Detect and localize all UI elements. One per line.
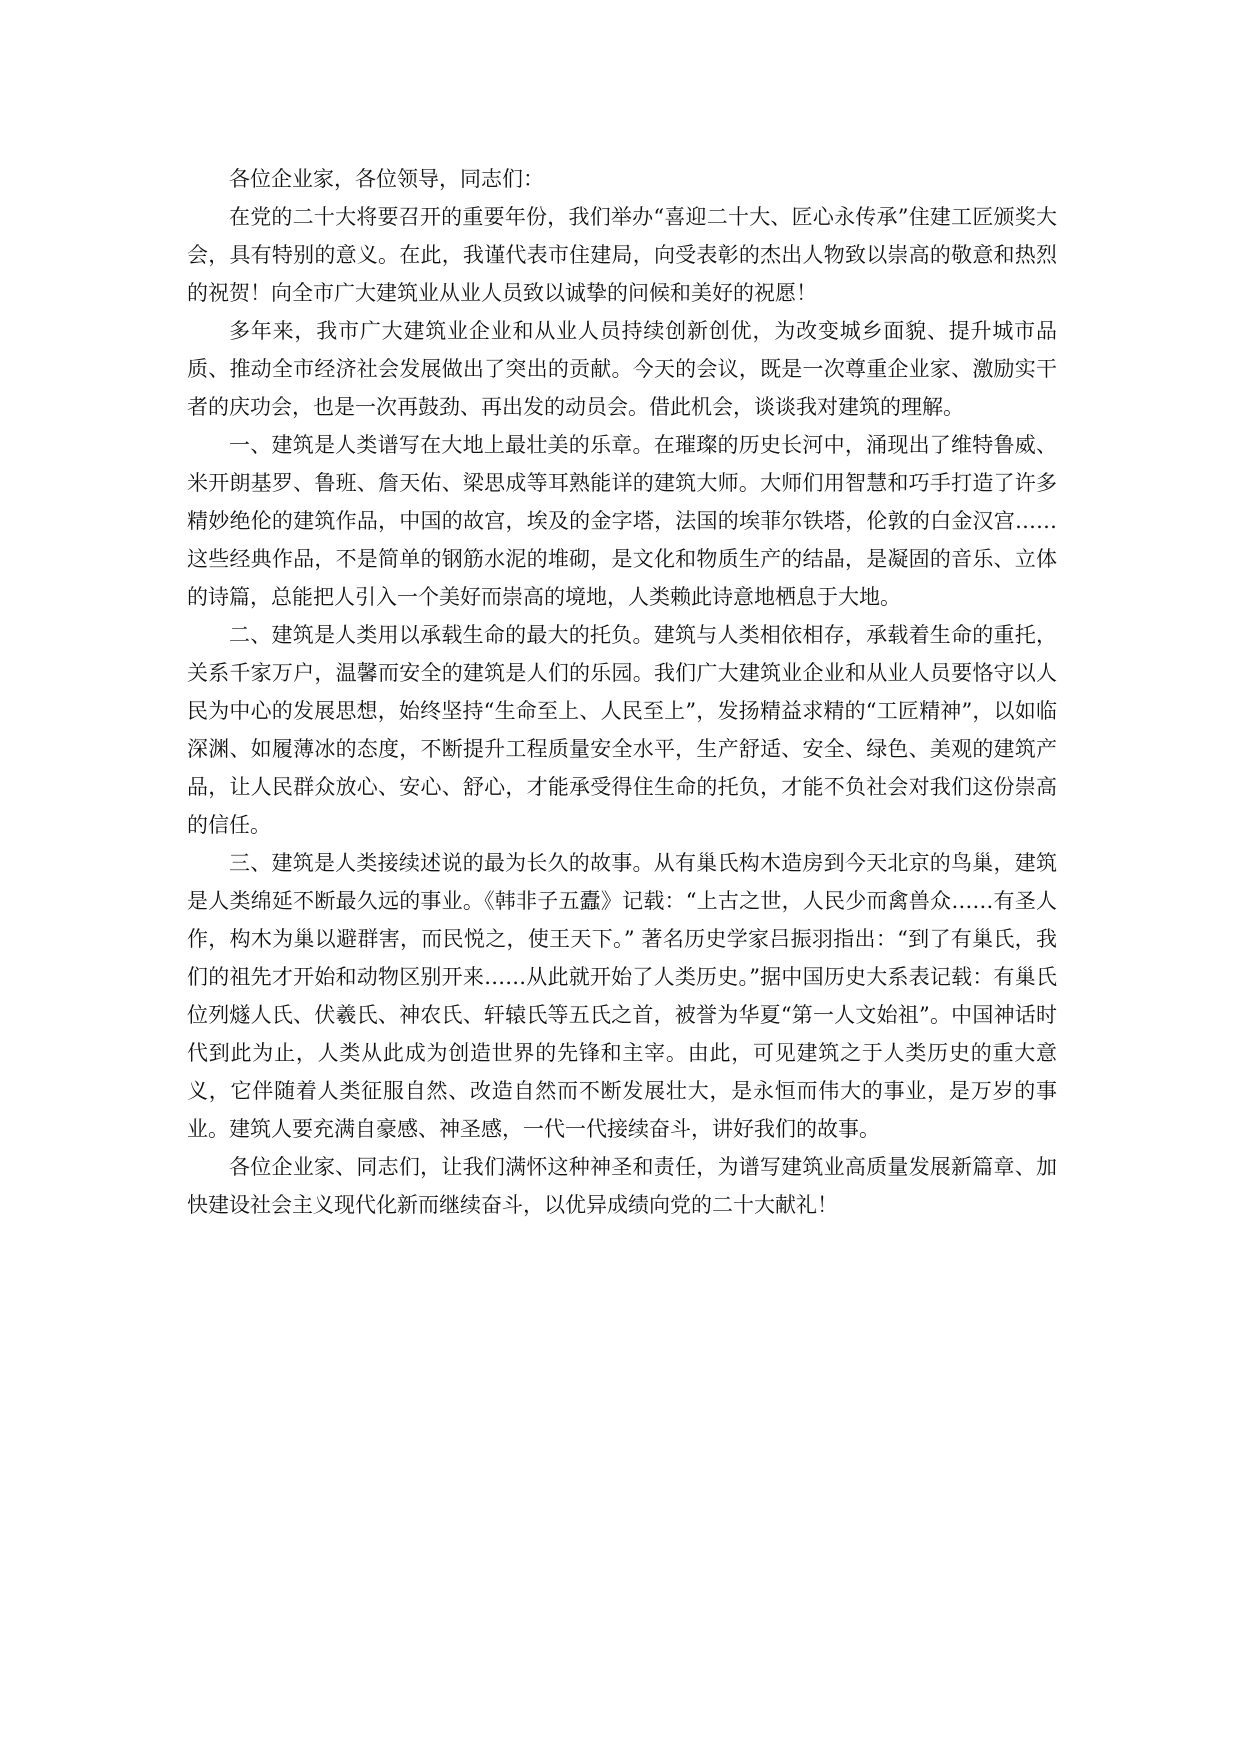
speech-body xyxy=(187,160,1057,1224)
paragraph-opening: 在党的二十大将要召开的重要年份，我们举办“喜迎二十大、匠心永传承”住建工匠颁奖大会，具有特别的意义。在此，我谨代表市住建局，向受表彰的杰出人物致以崇高的敬意和热烈的祝贺！向全市广大建筑业从业人员致以诚挚的问候和美好的祝愿！ xyxy=(187,205,1057,305)
paragraph-point-three: 三、建筑是人类接续述说的最为长久的故事。从有巢氏构木造房到今天北京的鸟巢，建筑是人类绵延不断最久远的事业。《韩非子五蠹》记载：“上古之世，人民少而禽兽众……有圣人作，构木为巢以避群害，而民悦之，使王天下。” 著名历史学家吕振羽指出：“到了有巢氏，我们的祖先才开始和动物区别开来……从此就开始了人类历史。”据中国历史大系表记载：有巢氏位列燧人氏、伏羲氏、神农氏、轩辕氏等五氏之首，被誉为华夏“第一人文始祖”。中国神话时代到此为止，人类从此成为创造世界的先锋和主宰。由此，可见建筑之于人类历史的重大意义，它伴随着人类征服自然、改造自然而不断发展壮大，是永恒而伟大的事业，是万岁的事业。建筑人要充满自豪感、神圣感，一代一代接续奋斗，讲好我们的故事。 xyxy=(187,851,1057,1141)
paragraph-closing: 各位企业家、同志们，让我们满怀这种神圣和责任，为谱写建筑业高质量发展新篇章、加快建设社会主义现代化新而继续奋斗，以优异成绩向党的二十大献礼！ xyxy=(187,1155,1057,1217)
paragraph-point-one: 一、建筑是人类谱写在大地上最壮美的乐章。在璀璨的历史长河中，涌现出了维特鲁威、米开朗基罗、鲁班、詹天佑、梁思成等耳熟能详的建筑大师。大师们用智慧和巧手打造了许多精妙绝伦的建筑作品，中国的故宫，埃及的金字塔，法国的埃菲尔铁塔，伦敦的白金汉宫……这些经典作品，不是简单的钢筋水泥的堆砌，是文化和物质生产的结晶，是凝固的音乐、立体的诗篇，总能把人引入一个美好而崇高的境地，人类赖此诗意地栖息于大地。 xyxy=(187,433,1057,609)
salutation: 各位企业家，各位领导，同志们： xyxy=(229,167,544,191)
paragraph-point-two: 二、建筑是人类用以承载生命的最大的托负。建筑与人类相依相存，承载着生命的重托，关系千家万户，温馨而安全的建筑是人们的乐园。我们广大建筑业企业和从业人员要恪守以人民为中心的发展思想，始终坚持“生命至上、人民至上”，发扬精益求精的“工匠精神”，以如临深渊、如履薄冰的态度，不断提升工程质量安全水平，生产舒适、安全、绿色、美观的建筑产品，让人民群众放心、安心、舒心，才能承受得住生命的托负，才能不负社会对我们这份崇高的信任。 xyxy=(187,623,1057,837)
paragraph-achievements: 多年来，我市广大建筑业企业和从业人员持续创新创优，为改变城乡面貌、提升城市品质、推动全市经济社会发展做出了突出的贡献。今天的会议，既是一次尊重企业家、激励实干者的庆功会，也是一次再鼓劲、再出发的动员会。借此机会，谈谈我对建筑的理解。 xyxy=(187,319,1057,419)
